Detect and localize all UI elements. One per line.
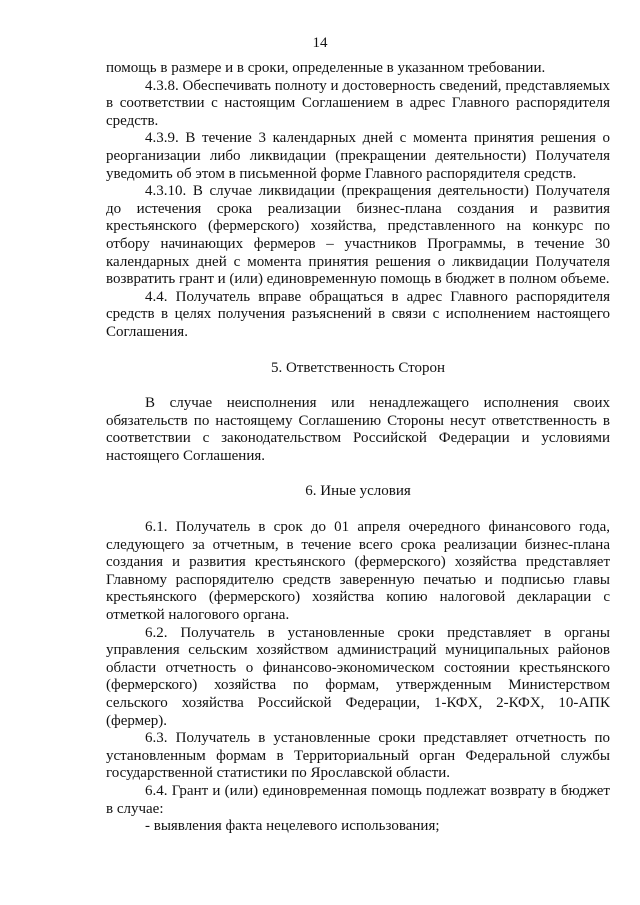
spacer — [106, 501, 610, 519]
paragraph-6-4: 6.4. Грант и (или) единовременная помощь подлежат возврату в бюджет в случае: — [106, 782, 610, 817]
spacer — [106, 377, 610, 395]
paragraph-4-3-9: 4.3.9. В течение 3 календарных дней с момента принятия решения о реорганизации либо ликвидации (прекращении деятельности) Получателя уведомить об этом в письменной форме Главного распорядителя средств. — [106, 130, 610, 182]
paragraph-6-2: 6.2. Получатель в установленные сроки представляет в органы управления сельским хозяйством администраций муниципальных районов области отчетность о финансово-экономическом состоянии крестьянского (фермерского) хозяйства по формам, утвержденным Министерством сельского хозяйства Российской Федерации, 1-КФХ, 2-КФХ, 10-АПК (фермер). — [106, 624, 610, 729]
paragraph-6-1: 6.1. Получатель в срок до 01 апреля очередного финансового года, следующего за отчетным, в течение всего срока реализации бизнес-плана создания и развития крестьянского (фермерского) хозяйства представляет Главному распорядителю средств заверенную печатью и подписью главы крестьянского (фермерского) хозяйства копию налоговой декларации с отметкой налогового органа. — [106, 519, 610, 624]
paragraph-4-3-10: 4.3.10. В случае ликвидации (прекращения деятельности) Получателя до истечения срока реализации бизнес-плана создания и развития крестьянского (фермерского) хозяйства, представленного на конкурс по отбору начинающих фермеров – участников Программы, в течение 30 календарных дней с момента принятия решения о ликвидации Получателя возвратить грант и (или) единовременную помощь в бюджет в полном объеме. — [106, 183, 610, 288]
list-item-misuse: - выявления факта нецелевого использования; — [145, 818, 440, 835]
spacer — [106, 465, 610, 483]
document-body — [106, 60, 610, 836]
paragraph-4-4: 4.4. Получатель вправе обращаться в адрес Главного распорядителя средств в целях получения разъяснений в связи с исполнением настоящего Соглашения. — [106, 288, 610, 340]
paragraph-continuation: помощь в размере и в сроки, определенные в указанном требовании. — [106, 60, 546, 76]
paragraph-6-3: 6.3. Получатель в установленные сроки представляет отчетность по установленным формам в Территориальный орган Федеральной службы государственной статистики по Ярославской области. — [106, 730, 610, 782]
spacer — [106, 342, 610, 360]
section-5-heading: 5. Ответственность Сторон — [270, 359, 446, 376]
section-6-heading: 6. Иные условия — [305, 483, 411, 500]
page-number: 14 — [312, 35, 328, 51]
paragraph-4-3-8: 4.3.8. Обеспечивать полноту и достоверность сведений, представляемых в соответствии с настоящим Соглашением в адрес Главного распорядителя средств. — [106, 77, 610, 129]
section-5-paragraph: В случае неисполнения или ненадлежащего исполнения своих обязательств по настоящему Соглашению Стороны несут ответственность в соответствии с законодательством Российской Федерации и условиями настоящего Соглашения. — [106, 395, 610, 464]
